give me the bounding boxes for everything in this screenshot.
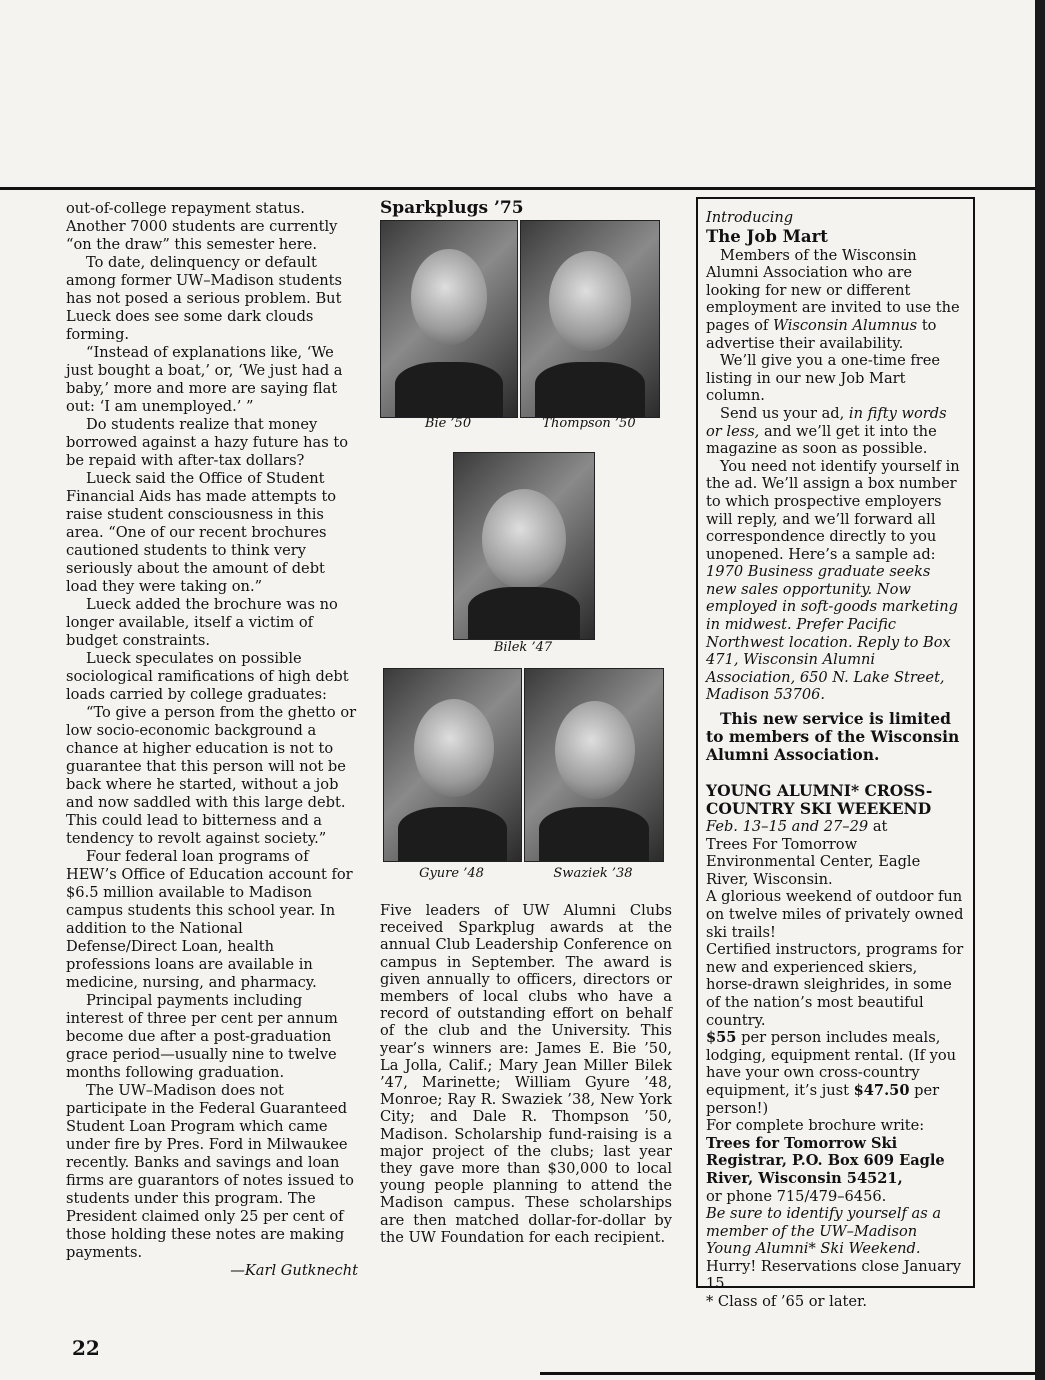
paragraph: Hurry! Reservations close January 15. — [706, 1257, 962, 1293]
caption-bilek: Bilek ’47 — [493, 640, 553, 655]
paragraph: Feb. 13–15 and 27–29 at — [706, 818, 888, 836]
photo-gyure — [383, 668, 522, 862]
sparkplugs-body: Five leaders of UW Alumni Clubs received Sparkplug awards at the annual Club Leadership Conference on campus in September. The award is given annually to officers, directors or members of local clubs who have a record of outstanding effort on behalf of the club and the University. This year’s winners are: James E. Bie ’50, La Jolla, Calif.; Mary Jean Miller Bilek ’47, Marinette; William Gyure ’48, Monroe; Ray R. Swaziek ’38, New York City; and Dale R. Thompson ’50, Madison. Scholarship fund-raising is a major project of the clubs; last year they gave more than $30,000 to local young people planning to attend the Madison campus. These scholarships are then matched dollar-for-dollar by the UW Foundation for each recipient. — [380, 902, 672, 1246]
paragraph: To date, delinquency or default among former UW–Madison students has not posed a serious problem. But Lueck does see some dark clouds forming. — [66, 254, 343, 343]
paragraph: The UW–Madison does not participate in the Federal Guaranteed Student Loan Program which came under fire by Pres. Ford in Milwaukee recently. Banks and savings and loan firms are guarantors of notes issued to students under this program. The President claimed only 25 per cent of those holding these notes are making payments. — [66, 1082, 354, 1261]
caption-gyure: Gyure ’48 — [419, 866, 484, 881]
paragraph: Four federal loan programs of HEW’s Office of Education account for $6.5 million available to Madison campus students this school year. In addition to the National Defense/Direct Loan, health professions loans are available in medicine, nursing, and pharmacy. — [66, 848, 353, 991]
paragraph: For complete brochure write: — [706, 1117, 925, 1135]
top-rule — [0, 187, 1045, 190]
page-edge — [1035, 0, 1045, 1380]
photo-bie — [380, 220, 518, 418]
paragraph: Certified instructors, programs for new and experienced skiers, horse-drawn sleighrides, in some of the nation’s most beautiful country. — [706, 941, 964, 1029]
paragraph: Do students realize that money borrowed against a hazy future has to be repaid with after-tax dollars? — [66, 416, 348, 469]
paragraph: “Instead of explanations like, ‘We just bought a boat,’ or, ‘We just had a baby,’ more and more are saying flat out: ‘I am unemployed.’ ” — [66, 344, 343, 415]
article-column — [66, 200, 358, 1280]
paragraph: “To give a person from the ghetto or low socio-economic background a chance at higher education is not to guarantee that this person will not be back where he started, without a job and now saddled with this large debt. This could lead to bitterness and a tendency to revolt against society.” — [66, 704, 357, 847]
notice: This new service is limited to members of the Wisconsin Alumni Association. — [706, 709, 960, 765]
footnote: * Class of ’65 or later. — [706, 1293, 868, 1311]
box-title: The Job Mart — [706, 226, 828, 246]
caption-bie: Bie ’50 — [424, 416, 472, 431]
bottom-rule — [540, 1372, 1045, 1375]
paragraph: A glorious weekend of outdoor fun on twelve miles of privately owned ski trails! — [706, 888, 964, 941]
paragraph: You need not identify yourself in the ad. We’ll assign a box number to which prospective employers will reply, and we’ll forward all correspondence directly to you unopened. Here’s a sample ad: 1970 Business graduate seeks new sales opportunity. Now employed in soft-goods marketing in midwest. Prefer Pacific Northwest location. Reply to Box 471, Wisconsin Alumni Association, 650 N. Lake Street, Madison 53706. — [706, 457, 960, 704]
paragraph: Trees For Tomorrow Environmental Center, Eagle River, Wisconsin. — [706, 835, 921, 888]
paragraph: out-of-college repayment status. Another 7000 students are currently “on the draw” this semester here. — [66, 200, 338, 253]
paragraph: Lueck said the Office of Student Financial Aids has made attempts to raise student consciousness in this area. “One of our recent brochures cautioned students to think very seriously about the amount of debt load they were taking on.” — [66, 470, 337, 595]
paragraph: Be sure to identify yourself as a member of the UW–Madison Young Alumni* Ski Weekend. — [706, 1205, 942, 1258]
address: Trees for Tomorrow Ski Registrar, P.O. Box 609 Eagle River, Wisconsin 54521, — [706, 1134, 945, 1187]
photo-thompson — [520, 220, 660, 418]
box-intro: Introducing — [706, 209, 794, 226]
paragraph: Members of the Wisconsin Alumni Association who are looking for new or different employment are invited to use the pages of Wisconsin Alumnus to advertise their availability. — [706, 246, 960, 352]
paragraph: $55 per person includes meals, lodging, equipment rental. (If you have your own cross-country equipment, it’s just $47.50 per person!) — [706, 1029, 957, 1117]
paragraph: or phone 715/479–6456. — [706, 1187, 887, 1205]
paragraph: Principal payments including interest of three per cent per annum become due after a post-graduation grace period—usually nine to twelve months following graduation. — [66, 992, 338, 1081]
ski-title: YOUNG ALUMNI* CROSS-COUNTRY SKI WEEKEND — [706, 781, 933, 819]
sparkplugs-column — [380, 198, 672, 1246]
photo-bilek — [453, 452, 595, 640]
caption-thompson: Thompson ’50 — [542, 416, 636, 431]
paragraph: Lueck speculates on possible sociological ramifications of high debt loads carried by college graduates: — [66, 650, 349, 703]
caption-swaziek: Swaziek ’38 — [553, 866, 633, 881]
byline: —Karl Gutknecht — [230, 1262, 358, 1279]
paragraph: We’ll give you a one-time free listing in our new Job Mart column. — [706, 352, 941, 405]
job-mart-box — [696, 197, 975, 1311]
page-number: 22 — [72, 1336, 100, 1360]
paragraph: Lueck added the brochure was no longer available, itself a victim of budget constraints. — [66, 596, 338, 649]
section-heading: Sparkplugs ’75 — [380, 198, 524, 218]
photo-swaziek — [524, 668, 664, 862]
paragraph: Send us your ad, in fifty words or less, and we’ll get it into the magazine as soon as possible. — [706, 404, 947, 458]
